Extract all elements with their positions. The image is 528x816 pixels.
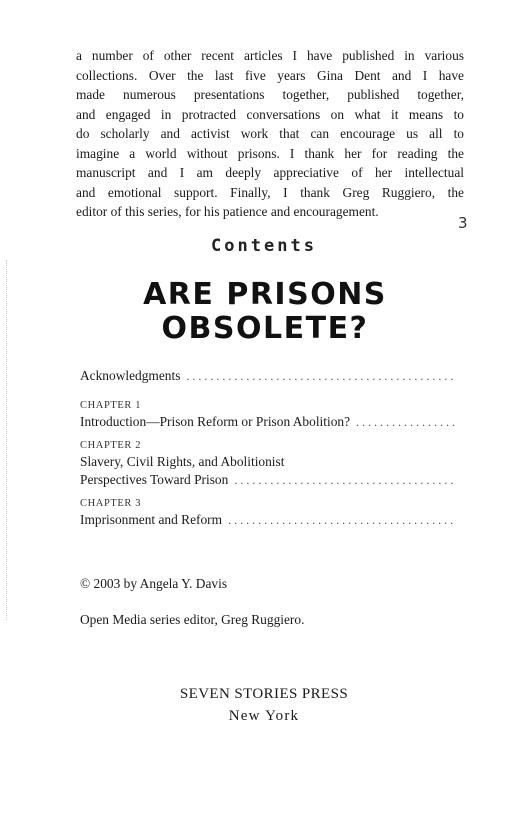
- publisher-city: New York: [228, 708, 300, 724]
- contents-heading: Contents: [211, 236, 317, 256]
- paragraph-line: made numerous presentations together, published together,: [76, 87, 464, 102]
- leader-dots: [234, 471, 456, 489]
- paragraph-line: collections. Over the last five years Gina Dent and I have: [76, 67, 464, 83]
- chapter-label: CHAPTER 3: [80, 498, 142, 509]
- book-title-line-2: OBSOLETE?: [161, 311, 369, 346]
- toc-title: Imprisonment and Reform: [80, 512, 223, 527]
- toc-entry-chapter-1[interactable]: [80, 399, 456, 431]
- toc-title: Acknowledgments: [80, 368, 181, 383]
- paragraph-line: do scholarly and activist work that can encourage us all to: [76, 126, 464, 141]
- series-editor-credit: Open Media series editor, Greg Ruggiero.: [80, 612, 305, 627]
- copyright-notice: © 2003 by Angela Y. Davis: [80, 576, 228, 591]
- leader-dots: [186, 367, 456, 385]
- paragraph-line: and emotional support. Finally, I thank Greg Ruggiero, the: [76, 184, 464, 200]
- handwritten-page-number: 3: [458, 214, 468, 232]
- toc-entry-chapter-2[interactable]: [80, 439, 456, 489]
- paragraph-line: and engaged in protracted conversations on what it means to: [76, 106, 464, 122]
- paragraph-line: manuscript and I am deeply appreciative of her intellectual: [76, 165, 464, 180]
- paragraph-line: editor of this series, for his patience and encouragement.: [76, 204, 379, 219]
- publisher-imprint: [0, 683, 528, 727]
- paragraph-line: a number of other recent articles I have published in various: [76, 48, 464, 63]
- toc-title: Slavery, Civil Rights, and Abolitionist: [80, 454, 285, 469]
- acknowledgment-paragraph: [76, 46, 464, 222]
- book-title-line-1: ARE PRISONS: [143, 277, 387, 312]
- toc-entry-chapter-3[interactable]: [80, 497, 456, 529]
- toc-entry-acknowledgments[interactable]: [80, 367, 456, 385]
- paragraph-line: imagine a world without prisons. I thank her for reading the: [76, 145, 464, 161]
- chapter-label: CHAPTER 1: [80, 400, 142, 411]
- leader-dots: [356, 413, 456, 431]
- leader-dots: [228, 511, 456, 529]
- chapter-label: CHAPTER 2: [80, 440, 142, 451]
- book-title: [30, 278, 500, 346]
- page-edge-specks: [6, 260, 9, 620]
- toc-title: Introduction—Prison Reform or Prison Abolition?: [80, 414, 351, 429]
- table-of-contents: [80, 367, 456, 537]
- toc-title: Perspectives Toward Prison: [80, 472, 229, 487]
- publisher-name: SEVEN STORIES PRESS: [179, 686, 349, 702]
